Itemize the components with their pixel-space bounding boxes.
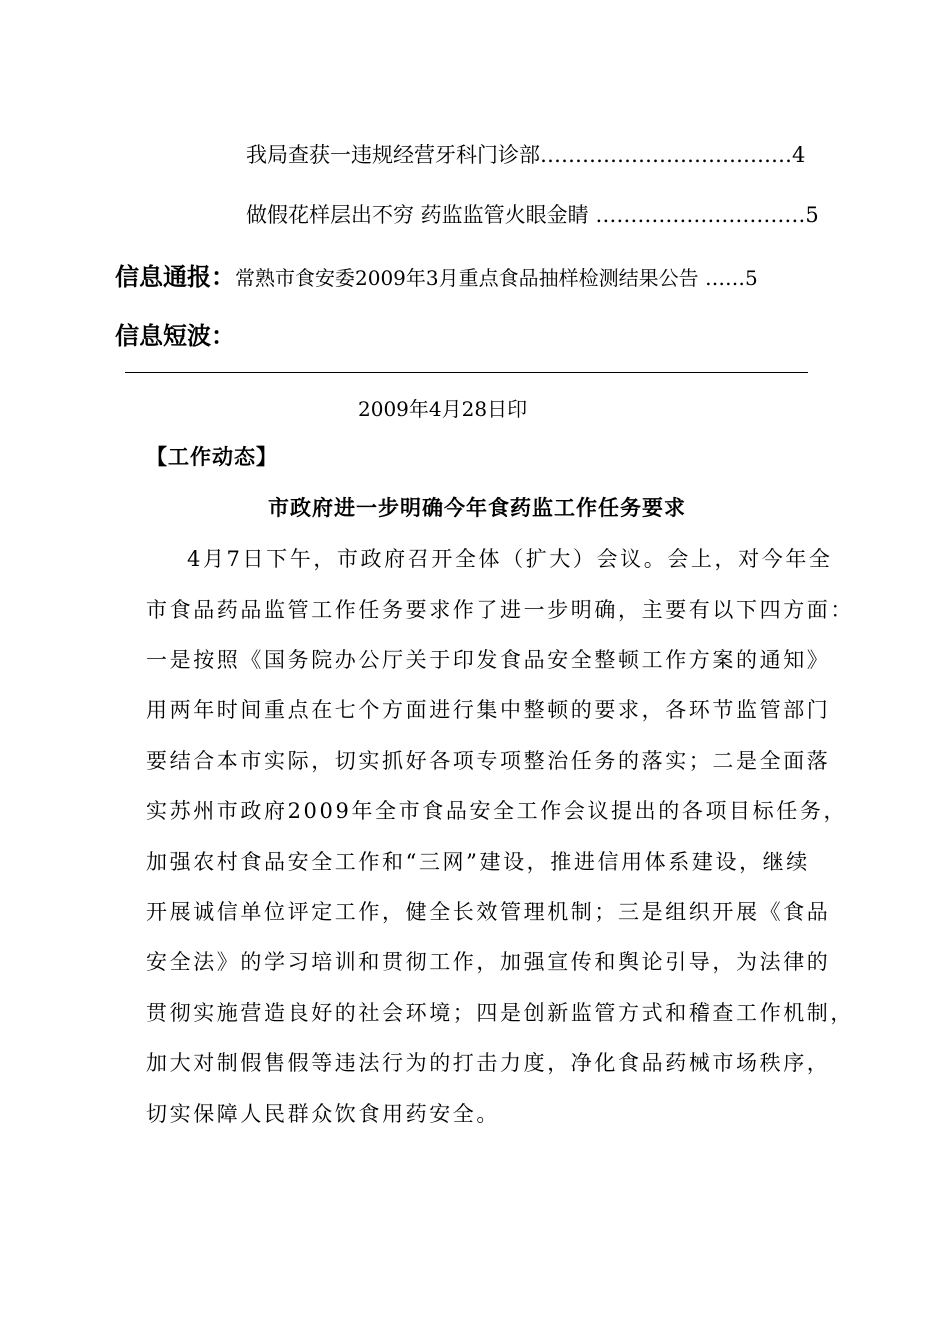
toc-page-number: 4 [792, 143, 806, 167]
toc-page-number: 5 [805, 203, 819, 227]
toc-info-report [115, 257, 758, 292]
article-line: 实苏州市政府2009年全市食品安全工作会议提出的各项目标任务， [146, 799, 848, 823]
article-line: 开展诚信单位评定工作，健全长效管理机制；三是组织开展《食品 [146, 900, 831, 924]
article-line: 4月7日下午，市政府召开全体（扩大）会议。会上，对今年全 [187, 547, 833, 571]
toc-leader: …… [704, 266, 745, 290]
toc-leader: ……………………………… [540, 143, 792, 167]
toc-entry [246, 139, 805, 169]
article-title: 市政府进一步明确今年食药监工作任务要求 [268, 496, 686, 520]
toc-entry [246, 199, 819, 229]
toc-info-report-label: 信息通报： [115, 263, 235, 291]
toc-page-number: 5 [744, 266, 758, 290]
article-line: 用两年时间重点在七个方面进行集中整顿的要求，各环节监管部门 [146, 698, 831, 722]
article-line: 一是按照《国务院办公厅关于印发食品安全整顿工作方案的通知》 [146, 648, 831, 672]
article-line: 切实保障人民群众饮食用药安全。 [146, 1102, 500, 1126]
print-date: 2009年4月28日印 [358, 397, 528, 421]
toc-entry-title: 我局查获一违规经营牙科门诊部 [246, 143, 540, 167]
article-line: 市食品药品监管工作任务要求作了进一步明确，主要有以下四方面： [146, 598, 854, 622]
article-line: 加大对制假售假等违法行为的打击力度，净化食品药械市场秩序， [146, 1051, 831, 1075]
section-tag: 【工作动态】 [146, 445, 278, 469]
article-line: 要结合本市实际，切实抓好各项专项整治任务的落实；二是全面落 [146, 749, 831, 773]
toc-info-report-text: 常熟市食安委2009年3月重点食品抽样检测结果公告 [235, 266, 705, 290]
article-line: 贯彻实施营造良好的社会环境；四是创新监管方式和稽查工作机制， [146, 1001, 854, 1025]
article-line: 安全法》的学习培训和贯彻工作，加强宣传和舆论引导，为法律的 [146, 950, 831, 974]
toc-entry-title: 做假花样层出不穷 药监监管火眼金睛 [246, 203, 596, 227]
divider [125, 372, 808, 373]
toc-info-brief-label: 信息短波： [115, 322, 235, 350]
toc-leader: ………………………… [595, 203, 806, 227]
article-line: 加强农村食品安全工作和“三网”建设，推进信用体系建设，继续 [146, 850, 810, 874]
